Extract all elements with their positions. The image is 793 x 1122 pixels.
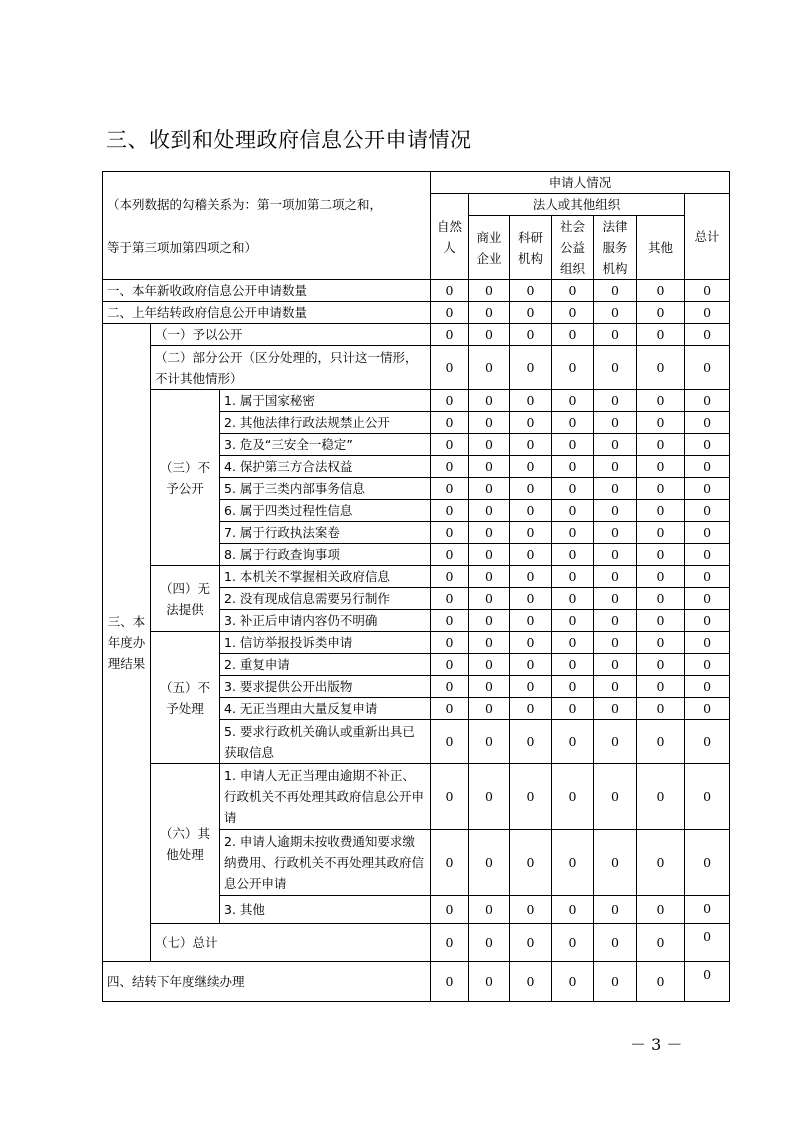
value-cell: 0: [685, 632, 730, 654]
item-label: 2. 没有现成信息需要另行制作: [220, 588, 431, 610]
value-cell: 0: [510, 764, 552, 830]
value-cell: 0: [685, 764, 730, 830]
value-cell: 0: [469, 632, 510, 654]
value-cell: 0: [469, 544, 510, 566]
value-cell: 0: [431, 412, 469, 434]
value-cell: 0: [685, 500, 730, 522]
value-cell: 0: [594, 302, 637, 324]
value-cell: 0: [637, 346, 685, 390]
item-label: 1. 信访举报投诉类申请: [220, 632, 431, 654]
value-cell: 0: [469, 720, 510, 764]
page-title: 三、收到和处理政府信息公开申请情况: [106, 128, 472, 152]
value-cell: 0: [552, 302, 594, 324]
value-cell: 0: [510, 566, 552, 588]
business-header: 商业企业: [469, 216, 510, 280]
applications-table: [102, 171, 730, 1002]
value-cell: 0: [510, 632, 552, 654]
value-cell: 0: [685, 280, 730, 302]
value-cell: 0: [637, 302, 685, 324]
value-cell: 0: [469, 412, 510, 434]
item-label: 4. 无正当理由大量反复申请: [220, 698, 431, 720]
value-cell: 0: [637, 280, 685, 302]
table-row: [103, 962, 730, 1002]
value-cell: 0: [552, 896, 594, 924]
value-cell: 0: [552, 390, 594, 412]
table-row: [103, 324, 730, 346]
value-cell: 0: [685, 302, 730, 324]
value-cell: 0: [552, 412, 594, 434]
value-cell: 0: [594, 676, 637, 698]
value-cell: 0: [469, 346, 510, 390]
value-cell: 0: [685, 610, 730, 632]
value-cell: 0: [469, 896, 510, 924]
value-cell: 0: [469, 610, 510, 632]
value-cell: 0: [510, 500, 552, 522]
value-cell: 0: [594, 588, 637, 610]
value-cell: 0: [431, 896, 469, 924]
value-cell: 0: [552, 434, 594, 456]
value-cell: 0: [594, 434, 637, 456]
value-cell: 0: [552, 280, 594, 302]
value-cell: 0: [469, 830, 510, 896]
group-label: （三）不予公开: [151, 390, 220, 566]
value-cell: 0: [510, 522, 552, 544]
value-cell: 0: [552, 654, 594, 676]
value-cell: 0: [431, 434, 469, 456]
value-cell: 0: [469, 676, 510, 698]
value-cell: 0: [431, 830, 469, 896]
item-label: 2. 申请人逾期未按收费通知要求缴纳费用、行政机关不再处理其政府信息公开申请: [220, 830, 431, 896]
value-cell: 0: [637, 830, 685, 896]
value-cell: 0: [469, 302, 510, 324]
value-cell: 0: [431, 764, 469, 830]
value-cell: 0: [510, 588, 552, 610]
value-cell: 0: [637, 412, 685, 434]
value-cell: 0: [637, 390, 685, 412]
applicant-header: 申请人情况: [431, 172, 730, 194]
table-row: [103, 764, 730, 830]
value-cell: 0: [594, 764, 637, 830]
value-cell: 0: [594, 654, 637, 676]
table-row: [103, 280, 730, 302]
group-label: （四）无法提供: [151, 566, 220, 632]
value-cell: 0: [510, 654, 552, 676]
value-cell: 0: [637, 654, 685, 676]
row-label: （一）予以公开: [151, 324, 431, 346]
item-label: 3. 危及“三安全一稳定”: [220, 434, 431, 456]
group-label: （五）不予处理: [151, 632, 220, 764]
value-cell: 0: [552, 346, 594, 390]
value-cell: 0: [431, 522, 469, 544]
value-cell: 0: [469, 698, 510, 720]
value-cell: 0: [552, 522, 594, 544]
item-label: 2. 重复申请: [220, 654, 431, 676]
page-number: － 3 －: [630, 1035, 683, 1054]
value-cell: 0: [594, 280, 637, 302]
value-cell: 0: [685, 676, 730, 698]
value-cell: 0: [510, 412, 552, 434]
value-cell: 0: [431, 478, 469, 500]
value-cell: 0: [552, 500, 594, 522]
value-cell: 0: [637, 896, 685, 924]
value-cell: 0: [594, 390, 637, 412]
row-label: 四、结转下年度继续办理: [103, 962, 431, 1002]
value-cell: 0: [685, 566, 730, 588]
value-cell: 0: [637, 610, 685, 632]
value-cell: 0: [637, 500, 685, 522]
value-cell: 0: [510, 698, 552, 720]
value-cell: 0: [594, 830, 637, 896]
value-cell: 0: [637, 632, 685, 654]
value-cell: 0: [637, 478, 685, 500]
value-cell: 0: [594, 632, 637, 654]
other-header: 其他: [637, 216, 685, 280]
value-cell: 0: [469, 588, 510, 610]
value-cell: 0: [469, 962, 510, 1002]
value-cell: 0: [685, 962, 730, 1002]
table-row: [103, 302, 730, 324]
research-header: 科研机构: [510, 216, 552, 280]
value-cell: 0: [510, 610, 552, 632]
value-cell: 0: [637, 434, 685, 456]
legal-entity-header: 法人或其他组织: [469, 194, 685, 216]
value-cell: 0: [469, 324, 510, 346]
value-cell: 0: [510, 324, 552, 346]
value-cell: 0: [594, 346, 637, 390]
value-cell: 0: [510, 720, 552, 764]
value-cell: 0: [510, 302, 552, 324]
value-cell: 0: [685, 924, 730, 962]
value-cell: 0: [637, 588, 685, 610]
item-label: 3. 要求提供公开出版物: [220, 676, 431, 698]
law-service-header: 法律服务机构: [594, 216, 637, 280]
value-cell: 0: [637, 962, 685, 1002]
value-cell: 0: [594, 478, 637, 500]
value-cell: 0: [510, 962, 552, 1002]
value-cell: 0: [431, 632, 469, 654]
value-cell: 0: [510, 346, 552, 390]
value-cell: 0: [552, 676, 594, 698]
value-cell: 0: [510, 544, 552, 566]
value-cell: 0: [637, 522, 685, 544]
value-cell: 0: [594, 412, 637, 434]
value-cell: 0: [431, 280, 469, 302]
value-cell: 0: [552, 698, 594, 720]
value-cell: 0: [685, 522, 730, 544]
value-cell: 0: [469, 764, 510, 830]
value-cell: 0: [552, 456, 594, 478]
value-cell: 0: [469, 522, 510, 544]
value-cell: 0: [685, 456, 730, 478]
social-header: 社会公益组织: [552, 216, 594, 280]
item-label: 5. 属于三类内部事务信息: [220, 478, 431, 500]
value-cell: 0: [594, 720, 637, 764]
value-cell: 0: [510, 390, 552, 412]
table-row: [103, 346, 730, 390]
value-cell: 0: [431, 544, 469, 566]
value-cell: 0: [594, 566, 637, 588]
value-cell: 0: [685, 478, 730, 500]
value-cell: 0: [685, 412, 730, 434]
table-row: [103, 566, 730, 588]
value-cell: 0: [685, 698, 730, 720]
value-cell: 0: [431, 654, 469, 676]
value-cell: 0: [685, 434, 730, 456]
value-cell: 0: [552, 324, 594, 346]
item-label: 1. 本机关不掌握相关政府信息: [220, 566, 431, 588]
value-cell: 0: [431, 720, 469, 764]
value-cell: 0: [510, 434, 552, 456]
value-cell: 0: [469, 280, 510, 302]
value-cell: 0: [431, 390, 469, 412]
value-cell: 0: [469, 390, 510, 412]
row-label: 二、上年结转政府信息公开申请数量: [103, 302, 431, 324]
value-cell: 0: [685, 588, 730, 610]
value-cell: 0: [431, 456, 469, 478]
natural-person-header: 自然人: [431, 194, 469, 280]
table-row: [103, 924, 730, 962]
value-cell: 0: [637, 456, 685, 478]
value-cell: 0: [637, 676, 685, 698]
value-cell: 0: [510, 676, 552, 698]
value-cell: 0: [637, 764, 685, 830]
value-cell: 0: [594, 610, 637, 632]
value-cell: 0: [431, 962, 469, 1002]
table-row: [103, 390, 730, 412]
value-cell: 0: [469, 434, 510, 456]
value-cell: 0: [685, 896, 730, 924]
group-label: （六）其他处理: [151, 764, 220, 924]
item-label: 3. 补正后申请内容仍不明确: [220, 610, 431, 632]
value-cell: 0: [469, 500, 510, 522]
item-label: 1. 属于国家秘密: [220, 390, 431, 412]
value-cell: 0: [637, 566, 685, 588]
value-cell: 0: [431, 324, 469, 346]
value-cell: 0: [510, 478, 552, 500]
item-label: 4. 保护第三方合法权益: [220, 456, 431, 478]
value-cell: 0: [431, 588, 469, 610]
value-cell: 0: [431, 924, 469, 962]
value-cell: 0: [594, 962, 637, 1002]
value-cell: 0: [552, 588, 594, 610]
value-cell: 0: [431, 346, 469, 390]
row-label: 一、本年新收政府信息公开申请数量: [103, 280, 431, 302]
value-cell: 0: [594, 456, 637, 478]
value-cell: 0: [594, 698, 637, 720]
row-label: （二）部分公开（区分处理的，只计这一情形，不计其他情形）: [151, 346, 431, 390]
value-cell: 0: [685, 390, 730, 412]
value-cell: 0: [685, 654, 730, 676]
value-cell: 0: [431, 676, 469, 698]
value-cell: 0: [552, 924, 594, 962]
value-cell: 0: [469, 654, 510, 676]
value-cell: 0: [469, 456, 510, 478]
section-label: 三、本年度办理结果: [103, 324, 151, 962]
value-cell: 0: [637, 698, 685, 720]
value-cell: 0: [685, 544, 730, 566]
value-cell: 0: [431, 302, 469, 324]
value-cell: 0: [510, 896, 552, 924]
value-cell: 0: [594, 324, 637, 346]
value-cell: 0: [552, 962, 594, 1002]
value-cell: 0: [637, 544, 685, 566]
value-cell: 0: [552, 632, 594, 654]
value-cell: 0: [637, 324, 685, 346]
value-cell: 0: [594, 522, 637, 544]
item-label: 2. 其他法律行政法规禁止公开: [220, 412, 431, 434]
value-cell: 0: [685, 324, 730, 346]
value-cell: 0: [552, 478, 594, 500]
value-cell: 0: [594, 544, 637, 566]
value-cell: 0: [552, 544, 594, 566]
table-description: （本列数据的勾稽关系为：第一项加第二项之和， 等于第三项加第四项之和）: [103, 172, 431, 280]
item-label: 1. 申请人无正当理由逾期不补正、行政机关不再处理其政府信息公开申请: [220, 764, 431, 830]
value-cell: 0: [552, 764, 594, 830]
table-row: [103, 632, 730, 654]
value-cell: 0: [469, 924, 510, 962]
item-label: 5. 要求行政机关确认或重新出具已获取信息: [220, 720, 431, 764]
row-label: （七）总计: [151, 924, 431, 962]
value-cell: 0: [552, 830, 594, 896]
value-cell: 0: [637, 924, 685, 962]
value-cell: 0: [469, 566, 510, 588]
item-label: 3. 其他: [220, 896, 431, 924]
value-cell: 0: [431, 566, 469, 588]
value-cell: 0: [594, 924, 637, 962]
value-cell: 0: [594, 500, 637, 522]
value-cell: 0: [510, 924, 552, 962]
value-cell: 0: [685, 346, 730, 390]
value-cell: 0: [431, 500, 469, 522]
value-cell: 0: [552, 566, 594, 588]
value-cell: 0: [594, 896, 637, 924]
total-header: 总计: [685, 194, 730, 280]
value-cell: 0: [431, 610, 469, 632]
item-label: 8. 属于行政查询事项: [220, 544, 431, 566]
value-cell: 0: [552, 720, 594, 764]
value-cell: 0: [637, 720, 685, 764]
value-cell: 0: [510, 280, 552, 302]
value-cell: 0: [685, 720, 730, 764]
value-cell: 0: [685, 830, 730, 896]
value-cell: 0: [510, 830, 552, 896]
value-cell: 0: [552, 610, 594, 632]
value-cell: 0: [469, 478, 510, 500]
value-cell: 0: [510, 456, 552, 478]
item-label: 7. 属于行政执法案卷: [220, 522, 431, 544]
value-cell: 0: [431, 698, 469, 720]
item-label: 6. 属于四类过程性信息: [220, 500, 431, 522]
